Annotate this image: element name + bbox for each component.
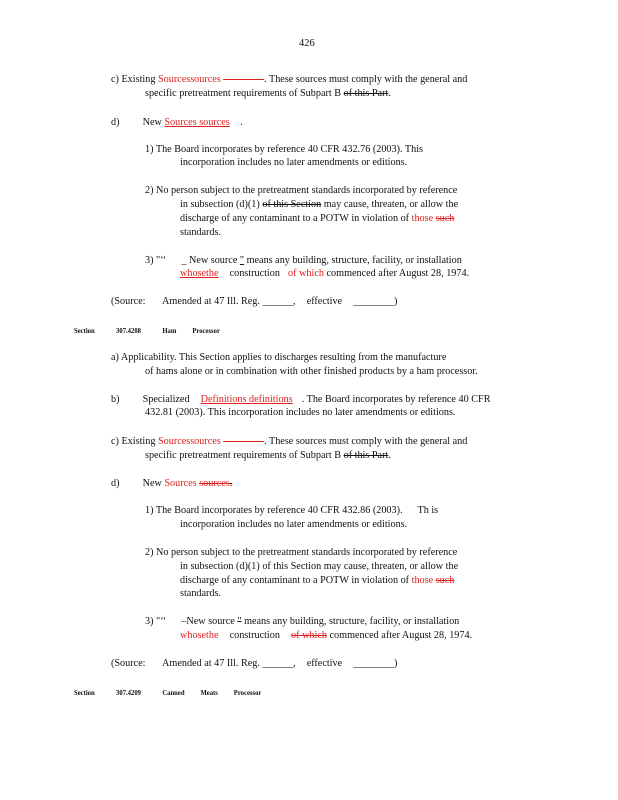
section-label: Section [74,326,95,335]
body-text: –New source [181,616,235,627]
body-text: _ New source [181,255,238,266]
inserted-text: Sourcessources [157,436,221,447]
body-text: Amended at 47 Ill. Reg. [162,658,260,669]
subsection-d-label: d) [111,117,120,128]
body-text: Specialized [142,394,190,405]
body-text: construction [229,268,280,279]
body-text: (Source: [111,296,146,307]
body-text: in subsection (d)(1) [180,199,260,210]
item-d1-line1 [145,505,438,516]
source-note [111,658,397,669]
inserted-text: those [411,575,434,586]
deleted-text: of this Part [343,88,389,99]
item-d2-line3 [180,213,454,224]
body-text: 3) "‘‘ [145,255,167,266]
body-text: discharge of any contaminant to a POTW in violation of [180,213,410,224]
item-d1-line2: incorporation includes no later amendments or editions. [180,519,408,530]
source-note [111,296,397,307]
subsection-d [111,478,232,489]
page-number: 426 [299,38,315,49]
inserted-text: whosethe [180,630,219,641]
item-d2-line4: standards. [180,588,222,599]
body-text: New [142,117,162,128]
item-d3-line2 [180,268,469,279]
section-title: Canned [162,688,185,697]
subsection-c-line2 [145,450,391,461]
body-text: commenced after August 28, 1974. [329,630,473,641]
punct: . [229,478,233,489]
blank: ________) [353,296,398,307]
subsection-c-label: c) Existing [111,436,156,447]
section-title: Meats [200,688,218,697]
item-d1-line2: incorporation includes no later amendments or editions. [180,157,408,168]
body-text: 3) "‘‘ [145,616,167,627]
body-text: . These sources must comply with the general and [264,436,468,447]
item-d2-line4: standards. [180,227,222,238]
body-text: . These sources must comply with the general and [264,74,468,85]
subsection-a-line2: of hams alone or in combination with other finished products by a ham processor. [145,366,478,377]
body-text: commenced after August 28, 1974. [326,268,470,279]
body-text: means any building, structure, facility, or installation [246,255,462,266]
deleted-text: of this Part [343,450,389,461]
body-text: effective [306,296,343,307]
item-d3-line2 [180,630,472,641]
blank: ______, [262,658,296,669]
inserted-text: of which [288,268,324,279]
item-d2-line1: 2) No person subject to the pretreatment standards incorporated by reference [145,547,458,558]
body-text: specific pretreatment requirements of Subpart B [145,88,342,99]
section-title: Ham [162,326,177,335]
subsection-a-line1: a) Applicability. This Section applies to discharges resulting from the manufacture [111,352,447,363]
punct: . [388,88,391,99]
body-text: . The Board incorporates by reference 40 CFR [301,394,491,405]
subsection-b-line2: 432.81 (2003). This incorporation includes no later amendments or editions. [145,407,456,418]
body-text: may cause, threaten, or allow the [323,199,459,210]
item-d2-line3 [180,575,454,586]
deleted-text: of this Section [262,199,322,210]
subsection-d [111,117,243,128]
section-label: Section [74,688,95,697]
item-d1-line1: 1) The Board incorporates by reference 40 CFR 432.76 (2003). This [145,144,424,155]
inserted-text: Sources [164,478,197,489]
inserted-text: those [411,213,434,224]
body-text: means any building, structure, facility, or installation [244,616,460,627]
deleted-text: of which [291,630,327,641]
subsection-c-line2 [145,88,391,99]
deleted-text: ———— [223,74,265,85]
body-text: (Source: [111,658,146,669]
body-text: effective [306,658,343,669]
deleted-text: sources [199,478,230,489]
section-heading [74,326,220,335]
body-text: construction [229,630,280,641]
subsection-d-label: d) [111,478,120,489]
body-text: New [142,478,162,489]
body-text: Th is [417,505,439,516]
section-number: 307.4208 [116,326,141,335]
body-text: specific pretreatment requirements of Subpart B [145,450,342,461]
deleted-text: ———— [223,436,265,447]
body-text: discharge of any contaminant to a POTW in violation of [180,575,410,586]
inserted-text: whosethe [180,268,219,279]
blank: ______, [262,296,296,307]
section-number: 307.4209 [116,688,141,697]
subsection-c [111,74,503,85]
body-text: 1) The Board incorporates by reference 40 CFR 432.86 (2003). [145,505,403,516]
section-heading [74,688,261,697]
item-d2-line2 [180,199,458,210]
subsection-c [111,436,467,447]
blank: ________) [353,658,398,669]
punct: . [388,450,391,461]
inserted-text: Definitions definitions [200,394,293,405]
subsection-b-line1 [111,394,491,405]
inserted-text: Sources sources [164,117,230,128]
body-text: " [239,255,245,266]
deleted-text: such [435,575,455,586]
section-title: Processor [233,688,262,697]
punct: . [240,117,243,128]
subsection-b-label: b) [111,394,120,405]
inserted-text: Sourcessources [157,74,221,85]
item-d2-line1: 2) No person subject to the pretreatment standards incorporated by reference [145,185,458,196]
item-d3-line1 [145,255,462,266]
body-text: Amended at 47 Ill. Reg. [162,296,260,307]
deleted-text: " [237,616,242,627]
item-d3-line1 [145,616,459,627]
deleted-text: such [435,213,455,224]
section-title: Processor [192,326,220,335]
subsection-c-label: c) Existing [111,74,156,85]
item-d2-line2: in subsection (d)(1) of this Section may cause, threaten, or allow the [180,561,459,572]
